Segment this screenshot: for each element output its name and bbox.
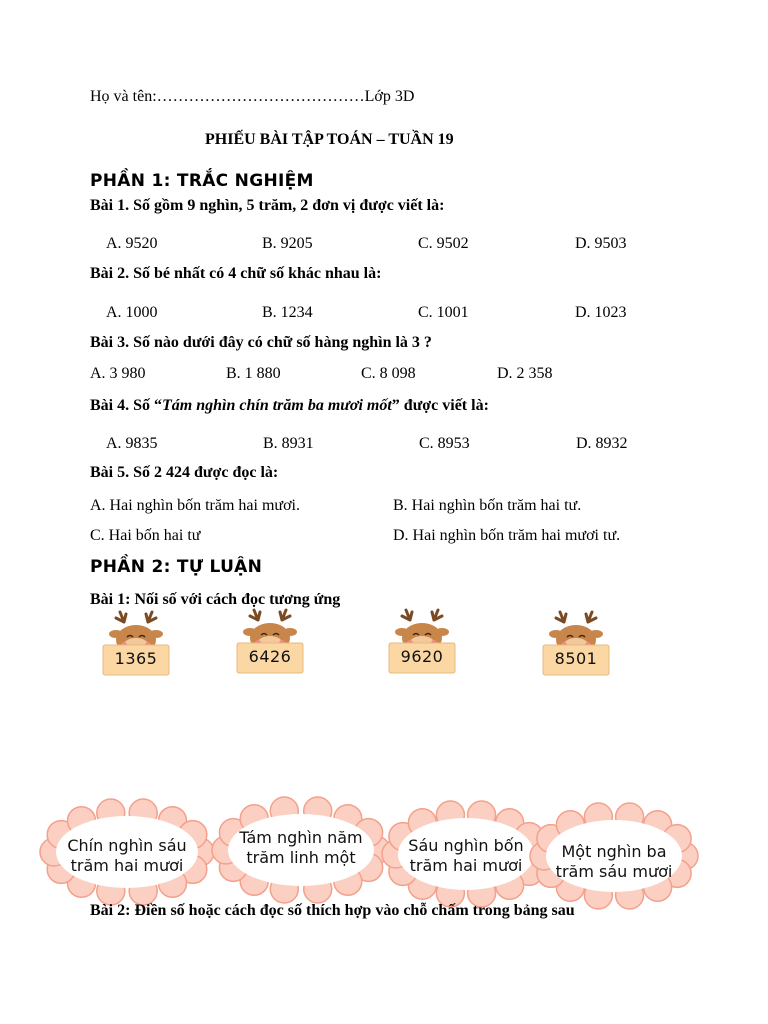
q1-option-a: A. 9520 <box>106 235 158 252</box>
deer-card-2[interactable] <box>236 606 316 690</box>
q1-option-d: D. 9503 <box>575 235 627 252</box>
q1-option-c: C. 9502 <box>418 235 469 252</box>
q3-option-c: C. 8 098 <box>361 365 416 382</box>
name-class-line: Họ và tên:…………………………………Lớp 3D <box>90 88 415 105</box>
deer-card-4[interactable] <box>542 608 622 692</box>
deer-card-number: 1365 <box>114 649 158 668</box>
q2-option-c: C. 1001 <box>418 304 469 321</box>
deer-card-number: 8501 <box>554 649 598 668</box>
q2-option-a: A. 1000 <box>106 304 158 321</box>
reading-cloud-2[interactable] <box>216 802 386 898</box>
q5-option-c: C. Hai bốn hai tư <box>90 527 201 544</box>
q4-option-a: A. 9835 <box>106 435 158 452</box>
q2-option-d: D. 1023 <box>575 304 627 321</box>
q1-text: Bài 1. Số gồm 9 nghìn, 5 trăm, 2 đơn vị được viết là: <box>90 197 445 214</box>
q4-option-d: D. 8932 <box>576 435 628 452</box>
reading-text: Một nghìn ba trăm sáu mươi <box>555 842 673 881</box>
reading-cloud-1[interactable] <box>44 804 210 900</box>
exercise1-text: Bài 1: Nối số với cách đọc tương ứng <box>90 591 341 608</box>
q5-option-b: B. Hai nghìn bốn trăm hai tư. <box>393 497 582 514</box>
q4-option-c: C. 8953 <box>419 435 470 452</box>
q3-option-b: B. 1 880 <box>226 365 281 382</box>
q3-text: Bài 3. Số nào dưới đây có chữ số hàng nghìn là 3 ? <box>90 334 432 351</box>
q5-text: Bài 5. Số 2 424 được đọc là: <box>90 464 279 481</box>
q4-text <box>90 397 489 415</box>
reading-text: Tám nghìn năm trăm linh một <box>239 828 363 867</box>
q4-italic: Tám nghìn chín trăm ba mươi mốt <box>162 397 392 414</box>
q2-option-b: B. 1234 <box>262 304 313 321</box>
reading-cloud-4[interactable] <box>534 808 694 904</box>
deer-card-number: 9620 <box>400 647 444 666</box>
q3-option-a: A. 3 980 <box>90 365 146 382</box>
deer-card-1[interactable] <box>102 608 182 692</box>
q5-option-a: A. Hai nghìn bốn trăm hai mươi. <box>90 497 300 514</box>
deer-card-3[interactable] <box>388 606 468 690</box>
exercise2-text: Bài 2: Điền số hoặc cách đọc số thích hợp vào chỗ chấm trong bảng sau <box>90 902 575 919</box>
deer-card-number: 6426 <box>248 647 292 666</box>
q4-suffix: ” được viết là: <box>391 397 489 414</box>
q2-text: Bài 2. Số bé nhất có 4 chữ số khác nhau là: <box>90 265 382 282</box>
q4-prefix: Bài 4. Số “ <box>90 397 163 414</box>
reading-cloud-3[interactable] <box>386 806 546 902</box>
q5-option-d: D. Hai nghìn bốn trăm hai mươi tư. <box>393 527 621 544</box>
q3-option-d: D. 2 358 <box>497 365 553 382</box>
reading-text: Sáu nghìn bốn trăm hai mươi <box>408 836 524 875</box>
q4-option-b: B. 8931 <box>263 435 314 452</box>
part1-heading: PHẦN 1: TRẮC NGHIỆM <box>90 171 314 191</box>
part2-heading: PHẦN 2: TỰ LUẬN <box>90 557 263 577</box>
worksheet-title: PHIẾU BÀI TẬP TOÁN – TUẦN 19 <box>205 131 454 148</box>
reading-text: Chín nghìn sáu trăm hai mươi <box>67 836 187 875</box>
q1-option-b: B. 9205 <box>262 235 313 252</box>
